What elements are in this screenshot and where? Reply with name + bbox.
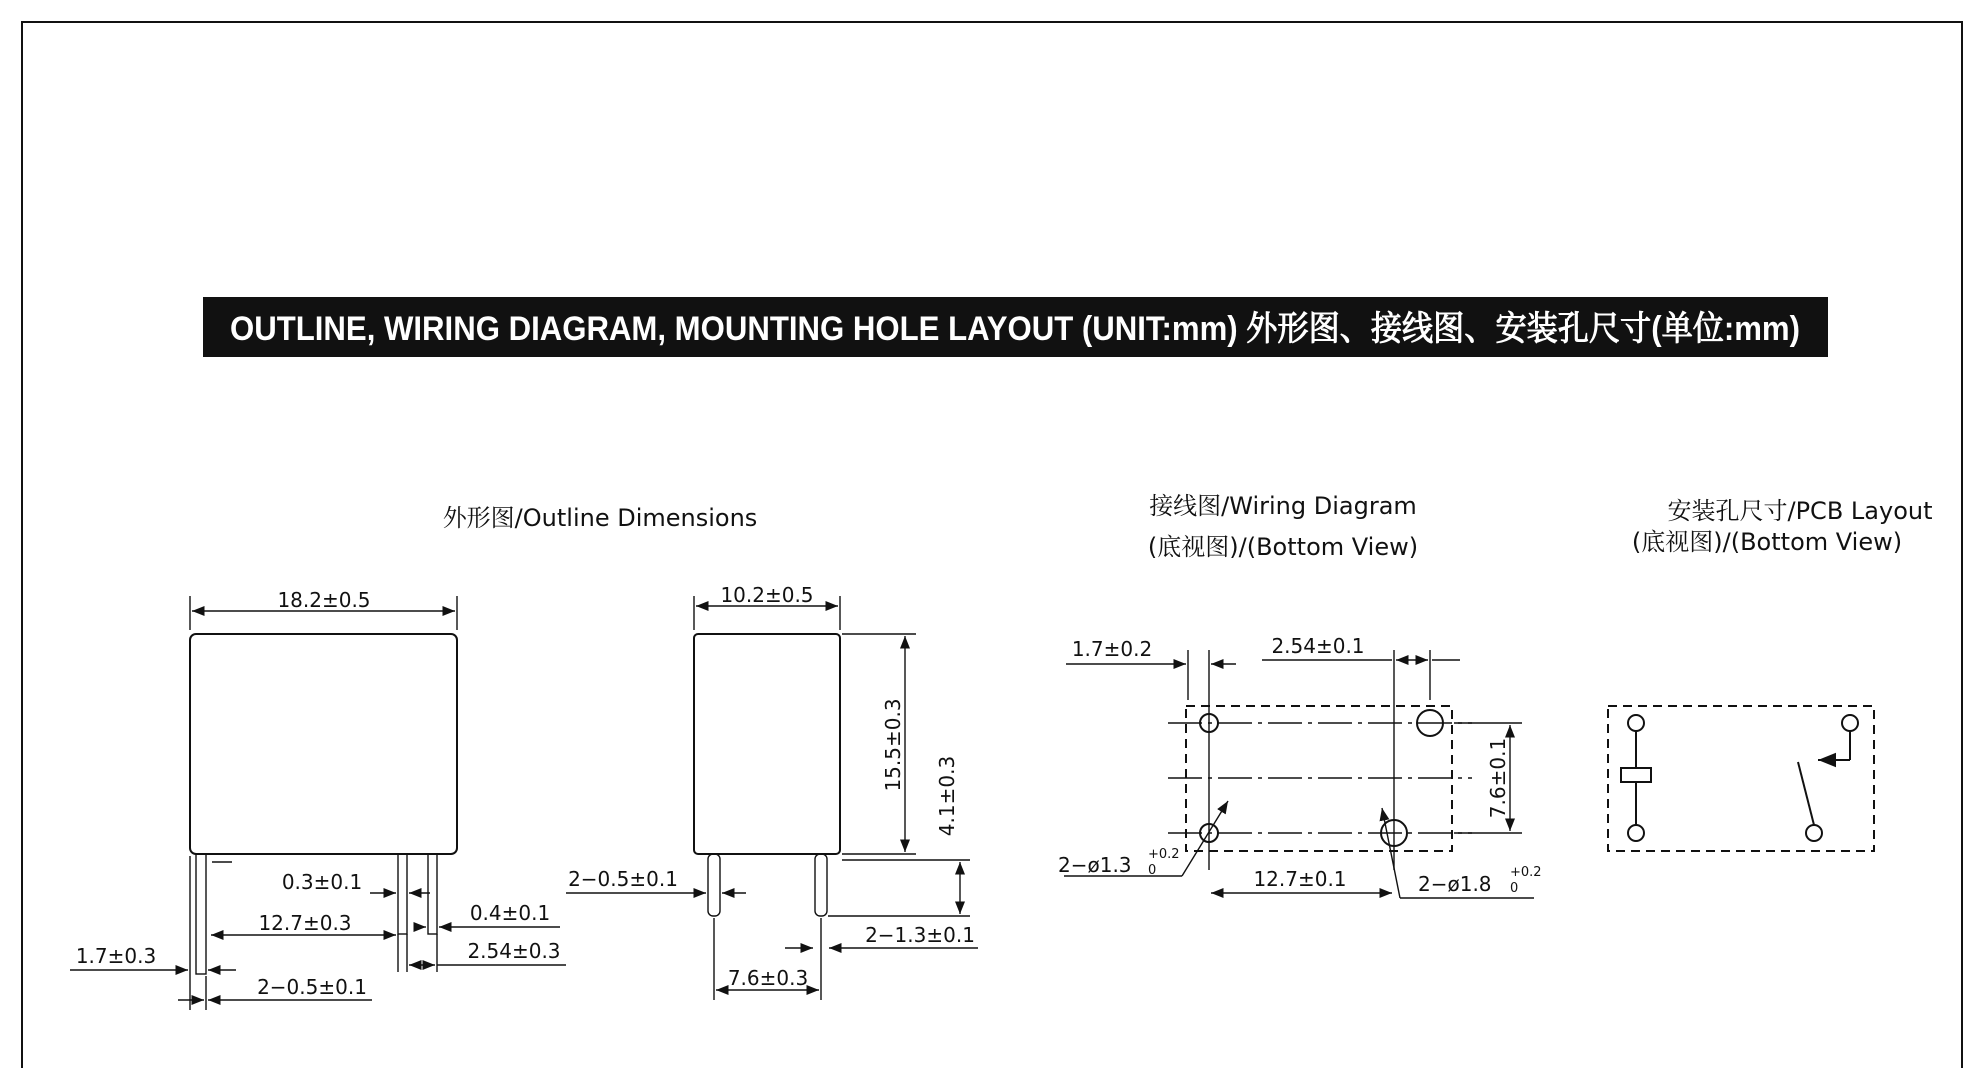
coil-terminal-top: [1628, 715, 1644, 731]
contact-switch-arm: [1798, 762, 1814, 825]
front-pin-spacing-label: 12.7±0.3: [258, 911, 352, 935]
wiring-pitch-label: 2.54±0.1: [1271, 634, 1365, 658]
wiring-small-hole-tol-lower: 0: [1148, 863, 1157, 878]
contact-terminal-top: [1842, 715, 1858, 731]
wiring-large-hole-prefix: 2−ø1.8: [1418, 872, 1492, 896]
pcb-caption-line2: (底视图)/(Bottom View): [1631, 528, 1903, 556]
front-width-label: 18.2±0.5: [277, 588, 371, 612]
wiring-diagram: [1058, 634, 1542, 898]
front-pin-pitch-label: 2.54±0.3: [467, 939, 561, 963]
wiring-small-hole-tol-upper: +0.2: [1148, 847, 1180, 862]
wiring-col-spacing-label: 12.7±0.1: [1253, 867, 1347, 891]
side-pin-width-label: 2−0.5±0.1: [568, 867, 678, 891]
title-banner: [203, 297, 1828, 357]
pin-right: [428, 854, 437, 934]
coil-symbol: [1621, 768, 1651, 782]
front-edge-offset-label: 1.7±0.3: [75, 944, 157, 968]
outline-side-view: [566, 583, 978, 1000]
front-pin-count-width-label: 2−0.5±0.1: [257, 975, 367, 999]
side-width-label: 10.2±0.5: [720, 583, 814, 607]
relay-body-front: [190, 634, 457, 854]
pin-middle: [398, 854, 407, 934]
wiring-small-hole-label: [1058, 853, 1132, 877]
outline-front-view: [70, 588, 566, 1010]
wiring-large-hole-label: [1418, 872, 1492, 896]
wiring-caption-line2: (底视图)/(Bottom View): [1147, 533, 1419, 561]
wiring-small-hole-prefix: 2−ø1.3: [1058, 853, 1132, 877]
front-pin-width-label: 0.3±0.1: [281, 870, 363, 894]
side-pin-spacing-label: 7.6±0.3: [727, 966, 809, 990]
side-height-label: 15.5±0.3: [881, 698, 905, 792]
side-pin-length-label: 4.1±0.3: [935, 755, 959, 837]
title-text: OUTLINE, WIRING DIAGRAM, MOUNTING HOLE LAYOUT (UNIT:mm) 外形图、接线图、安装孔尺寸(单位:mm): [230, 310, 1800, 348]
wiring-large-hole-tol-upper: +0.2: [1510, 865, 1542, 880]
outline-caption: 外形图/Outline Dimensions: [442, 504, 758, 532]
pcb-layout: [1608, 706, 1874, 851]
wiring-large-hole-tol-lower: 0: [1510, 881, 1519, 896]
side-pin-right: [815, 854, 827, 916]
coil-terminal-bottom: [1628, 825, 1644, 841]
wiring-edge-offset-label: 1.7±0.2: [1071, 637, 1153, 661]
pcb-outline-dashed: [1608, 706, 1874, 851]
contact-terminal-bottom: [1806, 825, 1822, 841]
pin-left: [196, 854, 206, 974]
side-pin-left: [708, 854, 720, 916]
wiring-caption-line1: 接线图/Wiring Diagram: [1149, 492, 1417, 520]
wiring-row-spacing-label: 7.6±0.1: [1486, 737, 1510, 819]
pcb-caption-line1: 安装孔尺寸/PCB Layout: [1667, 497, 1933, 525]
relay-body-side: [694, 634, 840, 854]
front-pin-thickness-label: 0.4±0.1: [469, 901, 551, 925]
side-pin-thickness-label: 2−1.3±0.1: [865, 923, 975, 947]
